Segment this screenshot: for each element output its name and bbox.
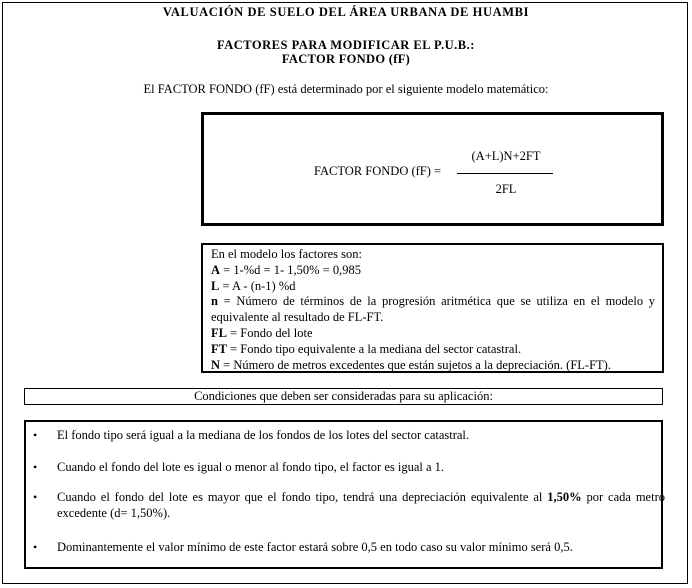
fraction-bar <box>457 173 553 174</box>
formula-box <box>201 112 664 226</box>
definition-text: = Fondo del lote <box>226 325 313 340</box>
condition-text <box>57 490 665 521</box>
bullet-icon: • <box>33 540 38 554</box>
definition-text: = Número de metros excedentes que están sujetos a la depreciación. (FL-FT). <box>220 357 611 372</box>
definition-term: L <box>211 278 220 293</box>
section-subtitle: FACTOR FONDO (fF) <box>281 52 411 66</box>
formula-denominator: 2FL <box>495 182 517 196</box>
condition-text: Dominantemente el valor mínimo de este factor estará sobre 0,5 en todo caso su valor mínimo será 0,5. <box>57 540 573 554</box>
definition-term: FL <box>211 325 227 340</box>
bullet-icon: • <box>33 490 38 504</box>
definition-text: = Fondo tipo equivalente a la mediana del sector catastral. <box>226 341 522 356</box>
bullet-icon: • <box>33 460 38 474</box>
intro-text: El FACTOR FONDO (fF) está determinado por el siguiente modelo matemático: <box>143 82 549 96</box>
formula-lhs: FACTOR FONDO (fF) = <box>314 164 442 178</box>
condition-text: Cuando el fondo del lote es igual o menor al fondo tipo, el factor es igual a 1. <box>57 460 445 474</box>
definition-text: = Número de términos de la progresión aritmética que se utiliza en el modelo y equivalente al resultado de FL-FT. <box>211 294 655 325</box>
definition-text: = 1-%d = 1- 1,50% = 0,985 <box>220 262 361 277</box>
definition-term: A <box>211 262 221 277</box>
definition-item <box>211 263 655 279</box>
bullet-icon: • <box>33 428 38 442</box>
conditions-box <box>24 420 663 569</box>
condition-text-part: por cada metro excedente (d= 1,50%). <box>57 490 665 520</box>
document-title: VALUACIÓN DE SUELO DEL ÁREA URBANA DE HUAMBI <box>162 5 530 19</box>
definition-text: = A - (n-1) %d <box>219 278 296 293</box>
formula-numerator: (A+L)N+2FT <box>471 149 541 163</box>
section-title: FACTORES PARA MODIFICAR EL P.U.B.: <box>217 38 475 52</box>
definition-item <box>211 326 655 342</box>
definition-term: N <box>211 357 221 372</box>
condition-text: El fondo tipo será igual a la mediana de los fondos de los lotes del sector catastral. <box>57 428 470 442</box>
definition-item <box>211 294 655 326</box>
definitions-heading: En el modelo los factores son: <box>211 247 363 261</box>
definition-term: n <box>211 294 218 309</box>
definition-item <box>211 279 655 295</box>
condition-text-part: Cuando el fondo del lote es mayor que el fondo tipo, tendrá una depreciación equivalente al <box>57 490 548 504</box>
definition-term: FT <box>211 341 227 356</box>
conditions-header: Condiciones que deben ser consideradas para su aplicación: <box>24 388 663 405</box>
condition-bold-value: 1,50% <box>547 490 582 504</box>
definitions-box <box>201 243 664 373</box>
definition-item <box>211 342 655 358</box>
definition-item <box>211 358 655 374</box>
